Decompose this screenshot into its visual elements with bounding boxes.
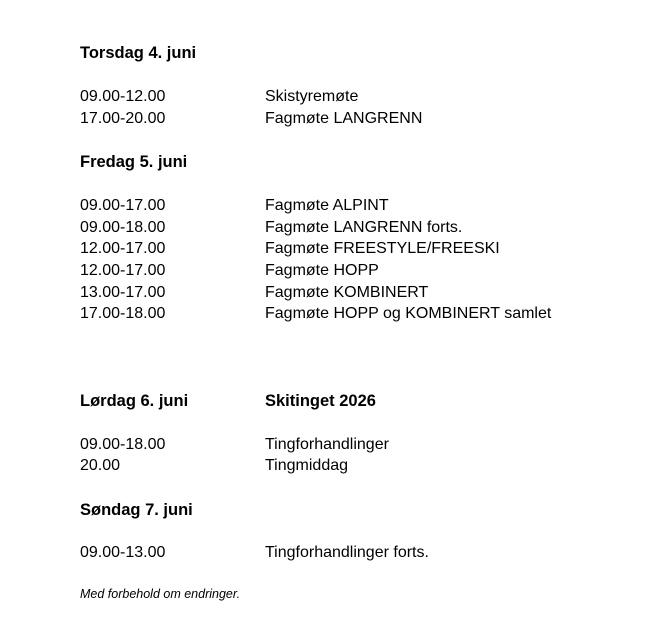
- event-time: 12.00-17.00: [80, 262, 166, 279]
- schedule-row: [80, 542, 650, 564]
- event-time: 13.00-17.00: [80, 284, 166, 301]
- event-time: 09.00-17.00: [80, 197, 166, 214]
- schedule-row: [80, 108, 650, 130]
- event-title: Skistyremøte: [265, 88, 359, 105]
- event-time: 20.00: [80, 457, 121, 474]
- event-title: Tingforhandlinger forts.: [265, 544, 429, 561]
- event-title: Fagmøte HOPP og KOMBINERT samlet: [265, 305, 552, 322]
- schedule-row: [80, 260, 650, 282]
- day-heading-sunday: [80, 499, 650, 521]
- event-time: 17.00-18.00: [80, 305, 166, 322]
- event-time: 09.00-13.00: [80, 544, 166, 561]
- event-title: Fagmøte FREESTYLE/FREESKI: [265, 240, 500, 257]
- schedule-row: [80, 195, 650, 217]
- schedule-row: [80, 434, 650, 456]
- day-subheading: Skitinget 2026: [265, 392, 376, 410]
- day-heading-friday: [80, 151, 650, 173]
- day-heading-label: Fredag 5. juni: [80, 153, 188, 171]
- day-heading-thursday: [80, 42, 650, 64]
- schedule-row: [80, 455, 650, 477]
- event-time: 09.00-12.00: [80, 88, 166, 105]
- footnote: Med forbehold om endringer.: [80, 587, 241, 601]
- schedule-row: [80, 282, 650, 304]
- event-title: Fagmøte HOPP: [265, 262, 379, 279]
- day-heading-label: Lørdag 6. juni: [80, 392, 189, 410]
- event-time: 09.00-18.00: [80, 219, 166, 236]
- event-title: Fagmøte ALPINT: [265, 197, 389, 214]
- event-time: 17.00-20.00: [80, 110, 166, 127]
- event-time: 09.00-18.00: [80, 436, 166, 453]
- schedule-document: [80, 0, 650, 637]
- schedule-row: [80, 217, 650, 239]
- event-time: 12.00-17.00: [80, 240, 166, 257]
- event-title: Fagmøte KOMBINERT: [265, 284, 429, 301]
- event-title: Fagmøte LANGRENN forts.: [265, 219, 463, 236]
- schedule-row: [80, 303, 650, 325]
- schedule-row: [80, 86, 650, 108]
- event-title: Tingforhandlinger: [265, 436, 389, 453]
- day-heading-label: Torsdag 4. juni: [80, 44, 197, 62]
- day-heading-saturday: [80, 390, 650, 412]
- event-title: Tingmiddag: [265, 457, 349, 474]
- event-title: Fagmøte LANGRENN: [265, 110, 423, 127]
- schedule-row: [80, 238, 650, 260]
- day-heading-label: Søndag 7. juni: [80, 501, 193, 519]
